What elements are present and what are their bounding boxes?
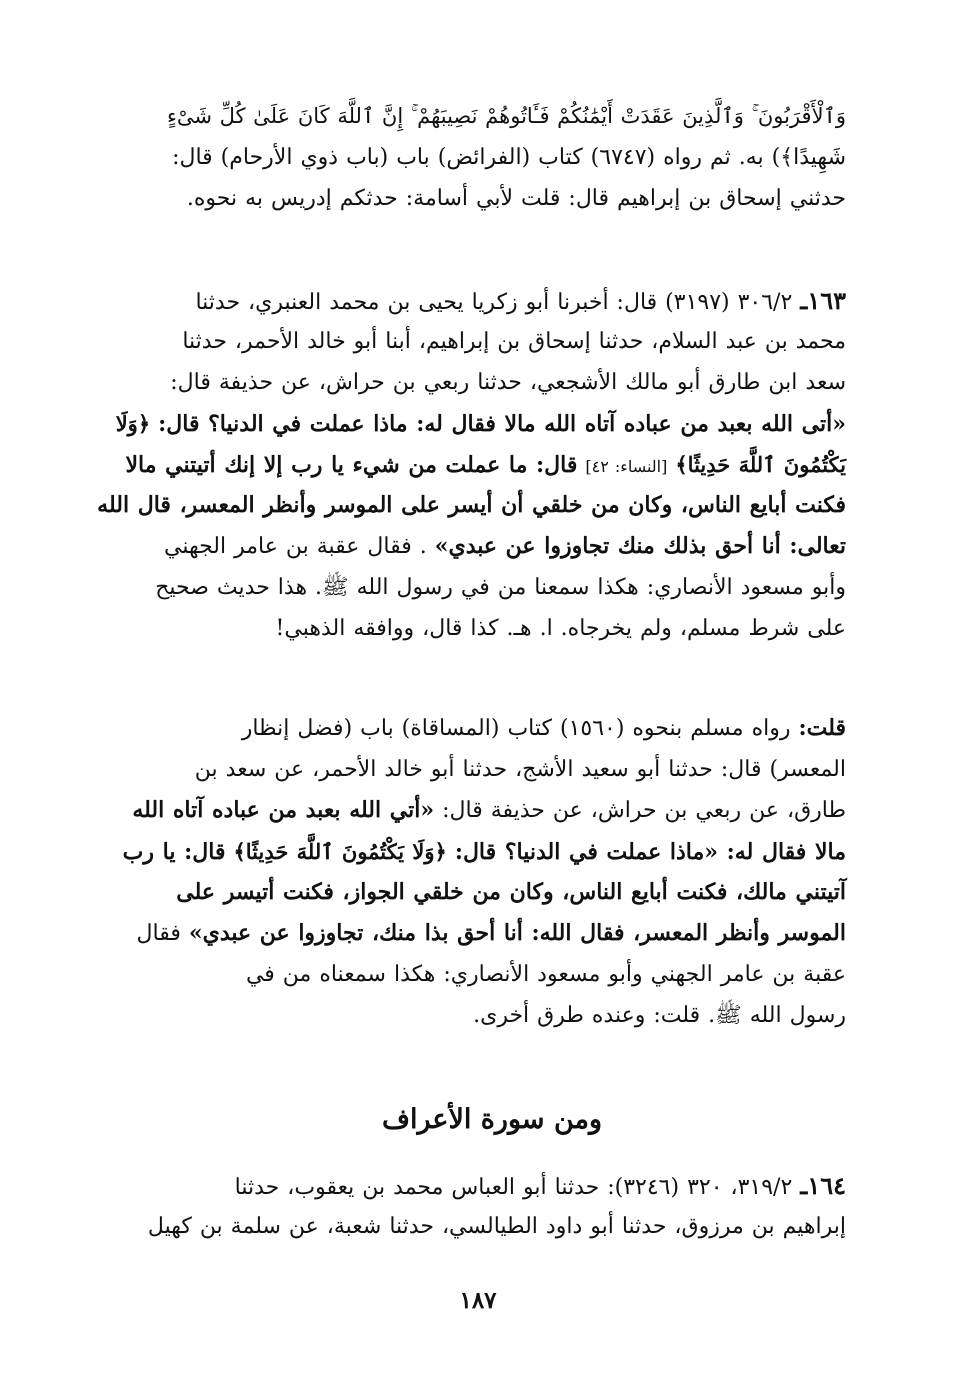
text-line <box>138 280 846 321</box>
hadith-matn: تعالى: أنا أحق بذلك منك تجاوزوا عن عبدي» <box>434 533 846 559</box>
hadith-matn: قال: ما عملت من شيء يا رب إلا إنك أتيتني مالا <box>125 452 578 478</box>
text-line: وَٱلْأَقْرَبُونَ ۚ وَٱلَّذِينَ عَقَدَتْ أَيْمَٰنُكُمْ فَـَٔاتُوهُمْ نَصِيبَهُمْ ۚ إِنَّ ٱللَّهَ كَانَ عَلَىٰ كُلِّ شَىْءٍ <box>166 104 846 128</box>
commentary-paragraph <box>122 708 846 1036</box>
section-heading: ومن سورة الأعراف <box>381 1104 602 1135</box>
text-line <box>138 708 846 749</box>
hadith-matn: مالا فقال له: «ماذا عملت في الدنيا؟ قال: <box>454 839 846 865</box>
hadith-matn: قال: يا رب <box>122 839 226 865</box>
text-line: محمد بن عبد السلام، حدثنا إسحاق بن إبراهيم، أبنا أبو خالد الأحمر، حدثنا <box>182 329 846 354</box>
text-run: ٣١٩/٢، ٣٢٠ (٣٢٤٦): حدثنا أبو العباس محمد بن يعقوب، حدثنا <box>234 1175 793 1200</box>
hadith-matn: آتيتني مالك، فكنت أبايع الناس، وكان من خلقي الجواز، فكنت أتيسر على <box>176 879 846 905</box>
quran-quote: ﴿وَلَا <box>115 411 151 436</box>
text-line: المعسر) قال: حدثنا أبو سعيد الأشج، حدثنا أبو خالد الأحمر، عن سعد بن <box>194 757 846 782</box>
text-line: سعد ابن طارق أبو مالك الأشجعي، حدثنا ربعي بن حراش، عن حذيفة قال: <box>170 370 846 395</box>
text-run: طارق، عن ربعي بن حراش، عن حذيفة قال: <box>442 798 846 823</box>
hadith-number: ١٦٣ـ <box>800 286 846 315</box>
quran-reference: [النساء: ٤٢] <box>585 457 668 476</box>
hadith-number: ١٦٤ـ <box>800 1171 846 1200</box>
hadith-matn: الموسر وأنظر المعسر، فقال الله: أنا أحق بذا منك، تجاوزوا عن عبدي» <box>188 920 846 946</box>
hadith-164 <box>138 1165 846 1247</box>
text-line: عقبة بن عامر الجهني وأبو مسعود الأنصاري: هكذا سمعناه من في <box>245 962 846 987</box>
quran-quote: يَكْتُمُونَ ٱللَّهَ حَدِيثًا﴾ <box>675 452 846 477</box>
text-run: فقال <box>136 921 181 946</box>
text-line: وأبو مسعود الأنصاري: هكذا سمعنا من في رسول الله ﷺ. هذا حديث صحيح <box>155 575 846 600</box>
page-number: ١٨٧ <box>459 1287 497 1314</box>
text-line: شَهِيدًا﴾) به. ثم رواه (٦٧٤٧) كتاب (الفرائض) باب (باب ذوي الأرحام) قال: <box>172 145 846 170</box>
text-line <box>138 526 846 567</box>
text-line: على شرط مسلم، ولم يخرجاه. ا. هـ. كذا قال، ووافقه الذهبي! <box>275 616 846 641</box>
text-line: رسول الله ﷺ. قلت: وعنده طرق أخرى. <box>473 1003 846 1028</box>
hadith-matn: «أتى الله بعبد من عباده آتاه الله مالا فقال له: ماذا عملت في الدنيا؟ قال: <box>158 411 846 437</box>
hadith-matn: فكنت أبايع الناس، وكان من خلقي أن أيسر على الموسر وأنظر المعسر، قال الله <box>97 492 846 518</box>
text-line: حدثني إسحاق بن إبراهيم قال: قلت لأبي أسامة: حدثكم إدريس به نحوه. <box>186 186 846 211</box>
text-line <box>122 831 846 872</box>
text-run: . فقال عقبة بن عامر الجهني <box>163 534 427 559</box>
text-line: إبراهيم بن مرزوق، حدثنا أبو داود الطيالسي، حدثنا شعبة، عن سلمة بن كهيل <box>147 1214 846 1239</box>
text-line <box>115 403 846 444</box>
text-line <box>138 1165 846 1206</box>
commentary-label: قلت: <box>798 715 846 741</box>
text-run: رواه مسلم بنحوه (١٥٦٠) كتاب (المساقاة) باب (فضل إنظار <box>241 716 791 741</box>
quran-quote: ﴿وَلَا يَكْتُمُونَ ٱللَّهَ حَدِيثًا﴾ <box>233 839 447 864</box>
text-run: ٣٠٦/٢ (٣١٩٧) قال: أخبرنا أبو زكريا يحيى بن محمد العنبري، حدثنا <box>195 290 793 315</box>
hadith-163 <box>97 280 846 649</box>
text-line <box>132 790 846 831</box>
hadith-matn: «أتي الله بعبد من عباده آتاه الله <box>132 797 435 823</box>
text-line <box>138 913 846 954</box>
paragraph-quran-continuation <box>138 96 846 219</box>
text-line <box>125 444 846 485</box>
